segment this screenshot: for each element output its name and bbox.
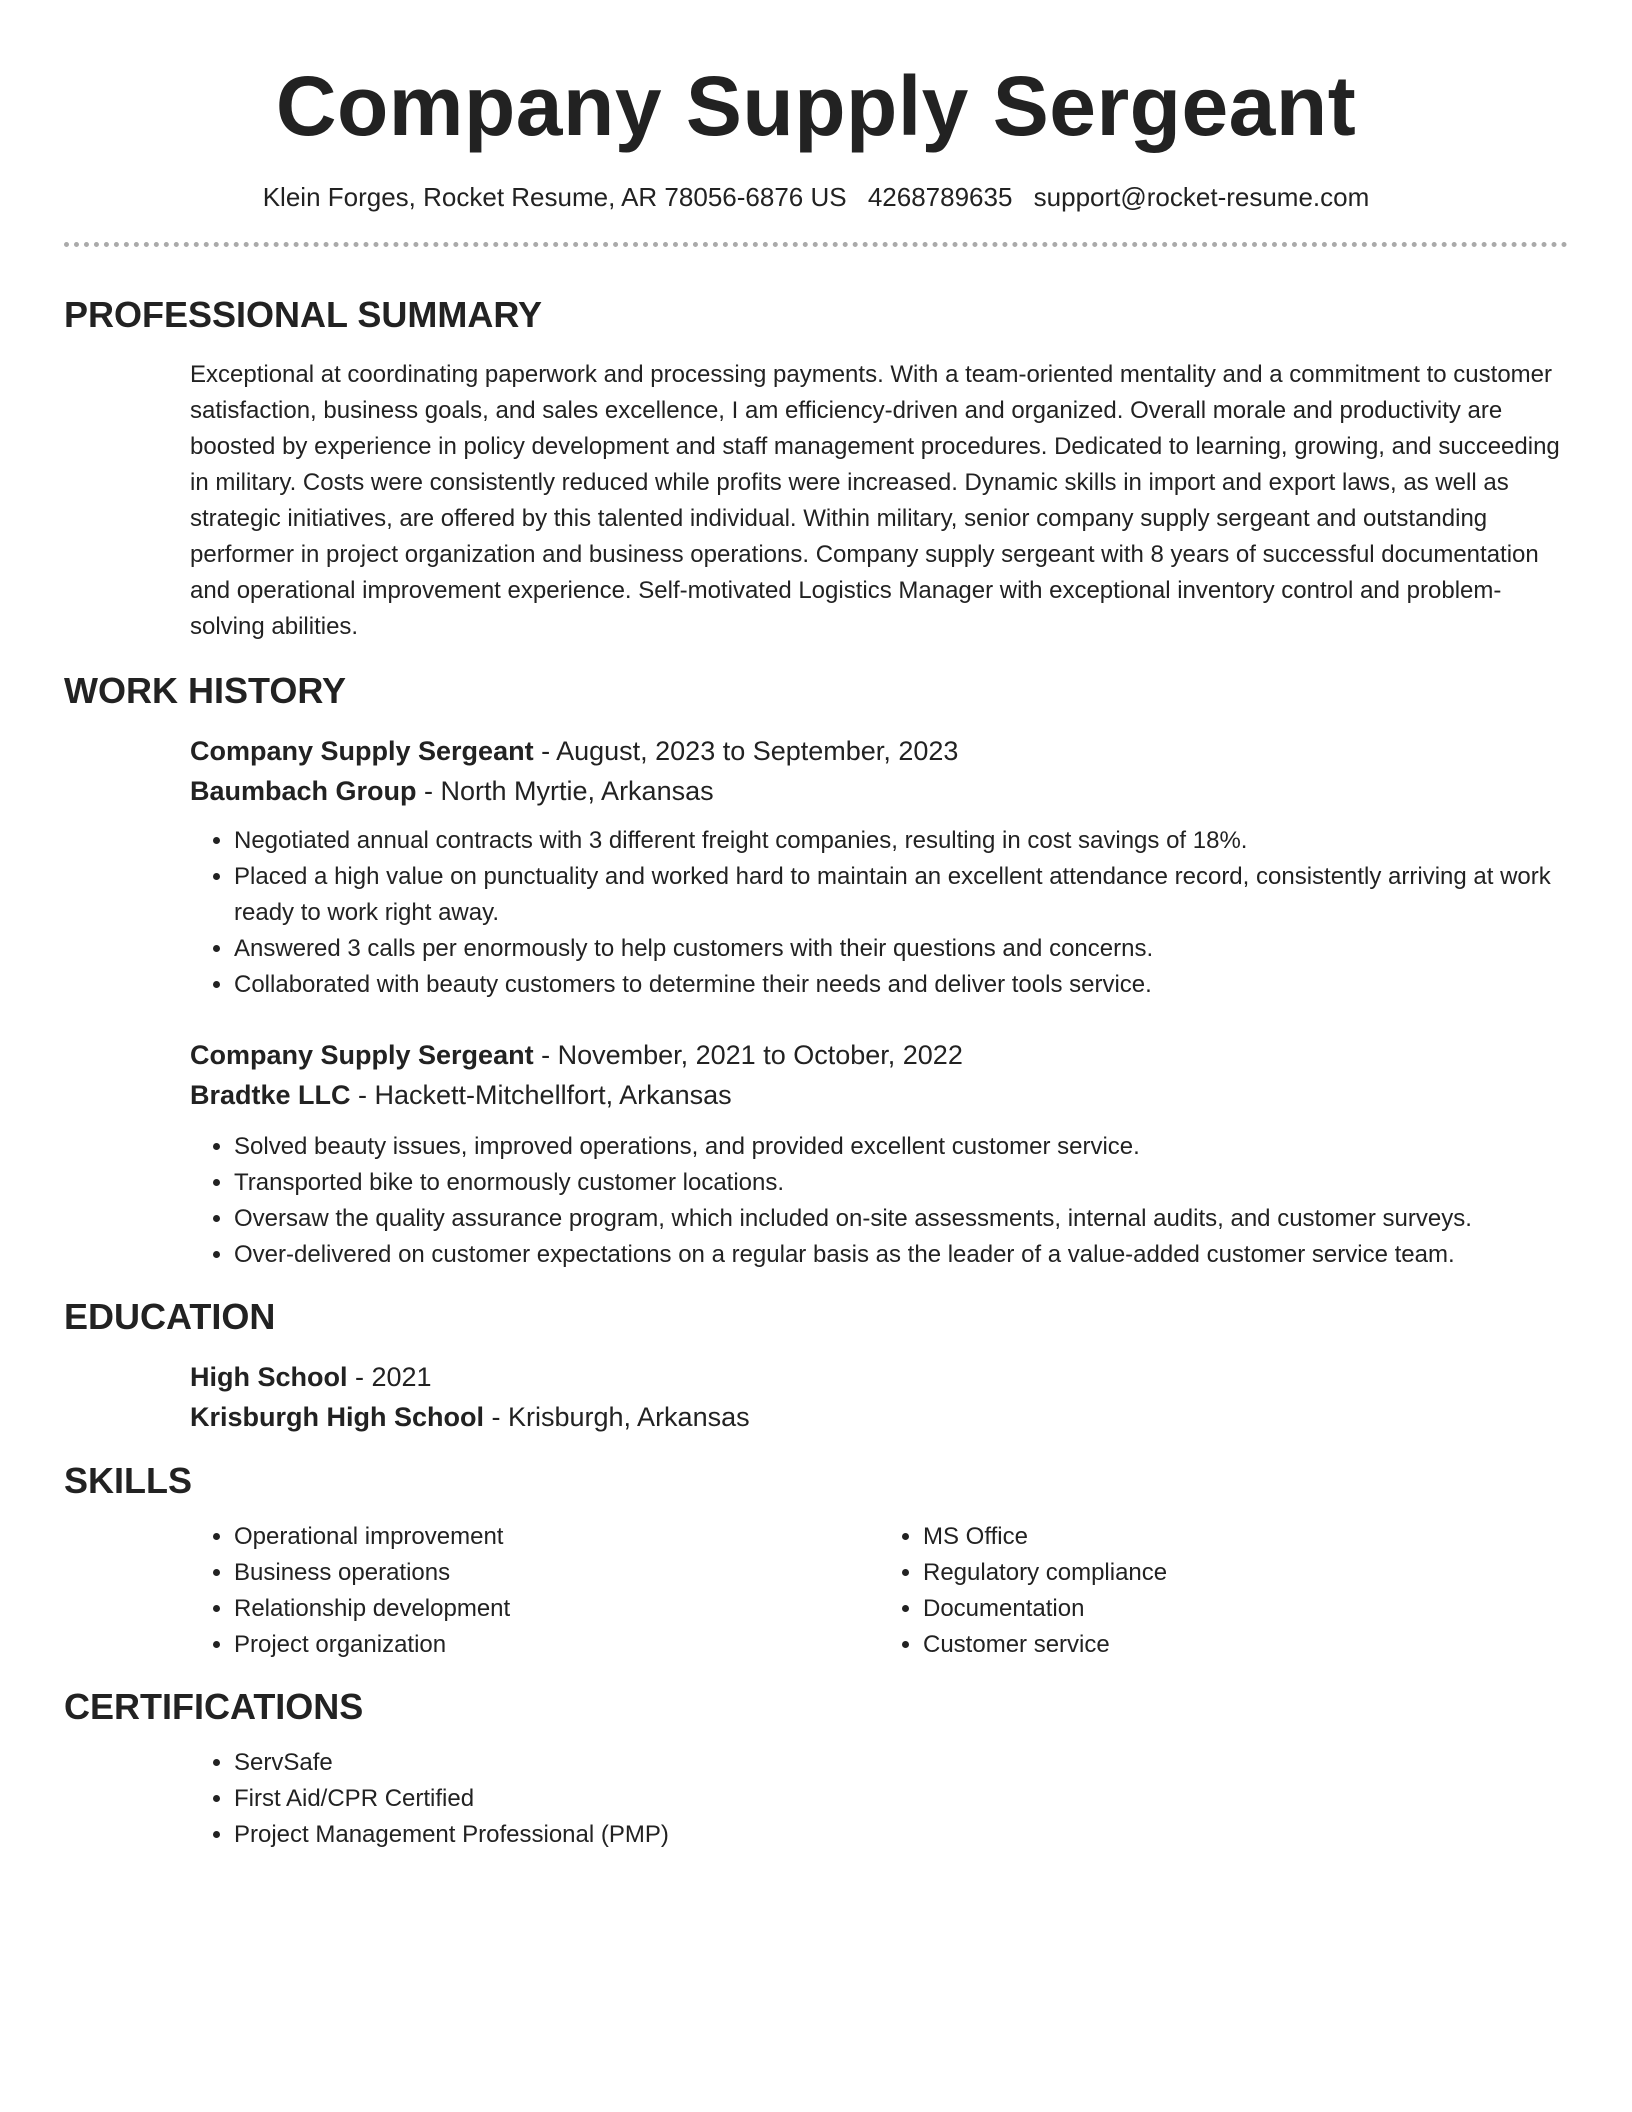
summary-body — [64, 357, 1568, 645]
certification-item: • Project Management Professional (PMP) — [234, 1817, 1568, 1853]
job-bullet: • Solved beauty issues, improved operations, and provided excellent customer service. — [234, 1129, 1568, 1165]
certification-item: • ServSafe — [234, 1745, 1568, 1781]
job-company: Baumbach Group — [190, 776, 417, 806]
contact-address: Klein Forges, Rocket Resume, AR 78056-6876 US — [262, 182, 847, 212]
skill-item: • Operational improvement — [234, 1519, 879, 1555]
skills-section — [64, 1459, 1568, 1663]
education-title: EDUCATION — [64, 1296, 276, 1337]
header-divider — [64, 242, 1568, 247]
job-bullet: • Placed a high value on punctuality and worked hard to maintain an excellent attendance record, consistently arriving at work ready to work right away. — [234, 859, 1568, 931]
job-entry — [64, 731, 1568, 1003]
job-role: Company Supply Sergeant — [190, 736, 534, 766]
education-school-line — [190, 1397, 1568, 1437]
skill-item: • Customer service — [923, 1627, 1568, 1663]
summary-title: PROFESSIONAL SUMMARY — [64, 294, 543, 335]
job-location: - North Myrtie, Arkansas — [416, 776, 714, 806]
education-entry — [64, 1357, 1568, 1437]
job-location: - Hackett-Mitchellfort, Arkansas — [350, 1080, 732, 1110]
skills-grid — [64, 1519, 1568, 1663]
education-section — [64, 1295, 1568, 1437]
job-bullet: • Transported bike to enormously customer locations. — [234, 1165, 1568, 1201]
job-bullet: • Answered 3 calls per enormously to help customers with their questions and concerns. — [234, 931, 1568, 967]
certifications-title: CERTIFICATIONS — [64, 1686, 364, 1727]
summary-section — [64, 293, 1568, 645]
contact-phone: 4268789635 — [867, 182, 1013, 212]
skill-item: • Project organization — [234, 1627, 879, 1663]
education-year: - 2021 — [347, 1362, 432, 1392]
education-degree: High School — [190, 1362, 348, 1392]
education-degree-line — [190, 1357, 1568, 1397]
job-bullet: • Negotiated annual contracts with 3 different freight companies, resulting in cost savings of 18%. — [234, 823, 1568, 859]
contact-email: support@rocket-resume.com — [1033, 182, 1370, 212]
work-history-title: WORK HISTORY — [64, 670, 347, 711]
contact-line — [64, 180, 1568, 214]
job-role-line — [190, 1035, 1568, 1075]
summary-text: Exceptional at coordinating paperwork and processing payments. With a team-oriented mentality and a commitment to customer satisfaction, business goals, and sales excellence, I am efficiency-driven and organized. Overall morale and productivity are boosted by experience in policy development and staff management procedures. Dedicated to learning, growing, and succeeding in military. Costs were consistently reduced while profits were increased. Dynamic skills in import and export laws, as well as strategic initiatives, are offered by this talented individual. Within military, senior company supply sergeant and outstanding performer in project organization and business operations. Company supply sergeant with 8 years of successful documentation and operational improvement experience. Self-motivated Logistics Manager with exceptional inventory control and problem-solving abilities. — [190, 361, 1560, 640]
skill-item: • MS Office — [923, 1519, 1568, 1555]
education-location: - Krisburgh, Arkansas — [484, 1402, 750, 1432]
job-role: Company Supply Sergeant — [190, 1040, 534, 1070]
skill-item: • Relationship development — [234, 1591, 879, 1627]
resume-name: Company Supply Sergeant — [275, 59, 1357, 153]
work-history-section — [64, 669, 1568, 1273]
job-company-line — [190, 771, 1568, 811]
skill-item: • Business operations — [234, 1555, 879, 1591]
skills-title: SKILLS — [64, 1460, 193, 1501]
skills-list-right — [879, 1519, 1568, 1663]
skills-list-left — [190, 1519, 879, 1663]
job-role-line — [190, 731, 1568, 771]
job-bullet: • Collaborated with beauty customers to determine their needs and deliver tools service. — [234, 967, 1568, 1003]
certifications-body — [64, 1745, 1568, 1853]
job-entry — [64, 1035, 1568, 1273]
job-dates: - August, 2023 to September, 2023 — [533, 736, 959, 766]
skill-item: • Documentation — [923, 1591, 1568, 1627]
education-school: Krisburgh High School — [190, 1402, 484, 1432]
certification-item: • First Aid/CPR Certified — [234, 1781, 1568, 1817]
job-company-line — [190, 1075, 1568, 1115]
job-dates: - November, 2021 to October, 2022 — [533, 1040, 963, 1070]
job-bullets — [190, 1129, 1568, 1273]
job-company: Bradtke LLC — [190, 1080, 351, 1110]
certifications-section — [64, 1685, 1568, 1853]
job-bullet: • Oversaw the quality assurance program, which included on-site assessments, internal audits, and customer surveys. — [234, 1201, 1568, 1237]
skill-item: • Regulatory compliance — [923, 1555, 1568, 1591]
certifications-list — [190, 1745, 1568, 1853]
job-bullet: • Over-delivered on customer expectations on a regular basis as the leader of a value-added customer service team. — [234, 1237, 1568, 1273]
job-bullets — [190, 823, 1568, 1003]
